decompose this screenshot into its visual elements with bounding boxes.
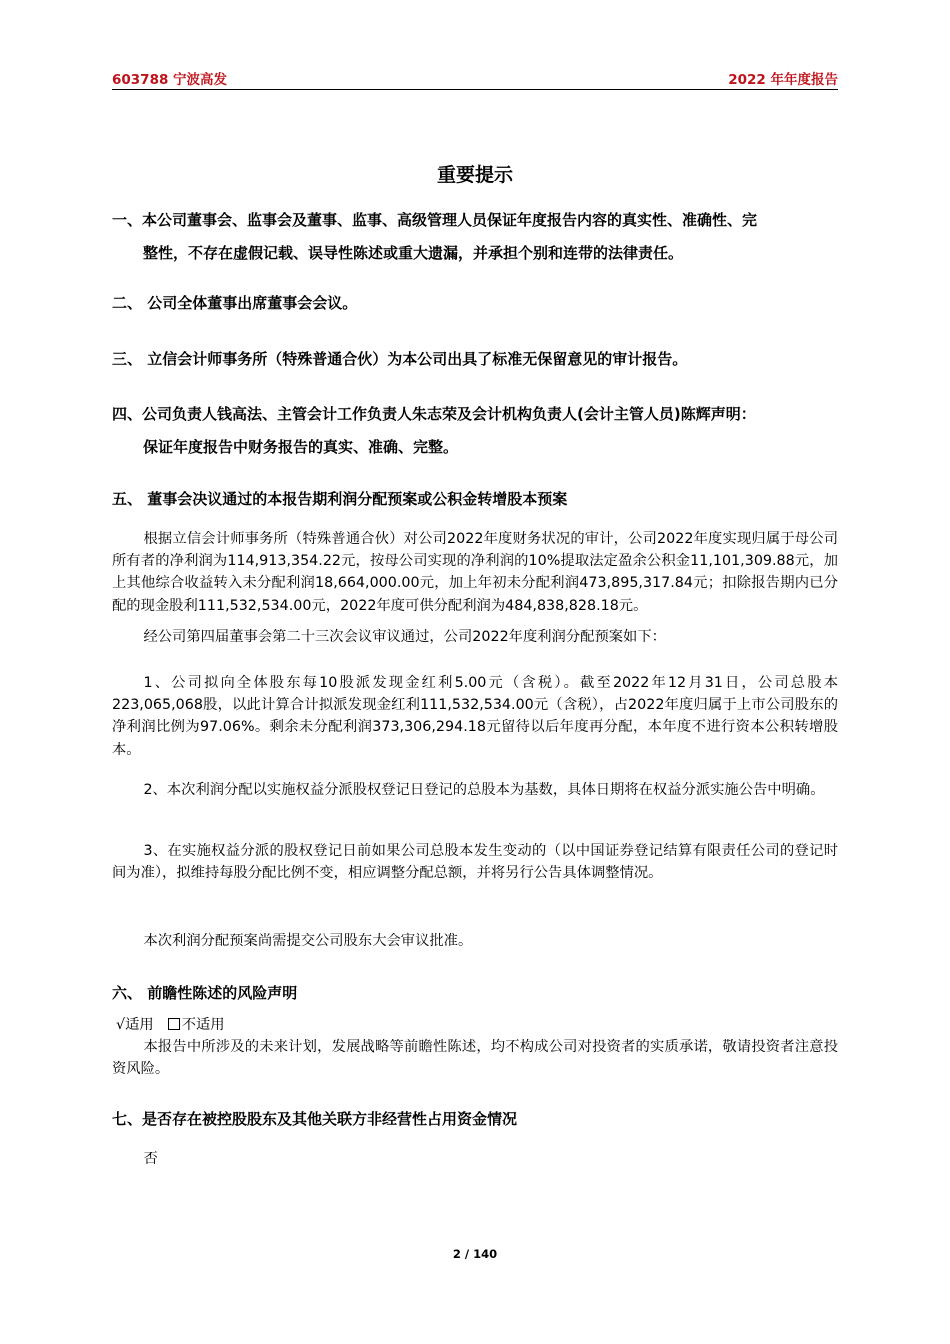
section-1 [112, 204, 838, 270]
section-3: 三、 立信会计师事务所（特殊普通合伙）为本公司出具了标准无保留意见的审计报告。 [112, 350, 688, 368]
page-number: 2 / 140 [452, 1247, 498, 1261]
section-1-line1: 一、本公司董事会、监事会及董事、监事、高级管理人员保证年度报告内容的真实性、准确性、完 [112, 211, 758, 229]
section-5-item3: 3、在实施权益分派的股权登记日前如果公司总股本发生变动的（以中国证券登记结算有限责任公司的登记时间为准），拟维持每股分配比例不变，相应调整分配总额，并将另行公告具体调整情况。 [112, 843, 838, 882]
section-5-item1: 1、公司拟向全体股东每10股派发现金红利5.00元（含税）。截至2022年12月31日，公司总股本223,065,068股，以此计算合计拟派发现金红利111,532,534.00元（含税），占2022年度归属于上市公司股东的净利润比例为97.06%。剩余未分配利润373,306,294.18元留待以后年度再分配，本年度不进行资本公积转增股本。 [112, 675, 838, 758]
section-5-item2: 2、本次利润分配以实施权益分派股权登记日登记的总股本为基数，具体日期将在权益分派实施公告中明确。 [143, 782, 825, 798]
section-5-para3: 本次利润分配预案尚需提交公司股东大会审议批准。 [143, 933, 473, 949]
section-6-para: 本报告中所涉及的未来计划，发展战略等前瞻性陈述，均不构成公司对投资者的实质承诺，敬请投资者注意投资风险。 [112, 1039, 838, 1078]
header-company: 603788 宁波高发 [112, 72, 228, 88]
section-4-line2: 保证年度报告中财务报告的真实、准确、完整。 [143, 438, 459, 456]
section-5-para2: 经公司第四届董事会第二十三次会议审议通过，公司2022年度利润分配预案如下： [143, 629, 666, 645]
section-4 [112, 398, 838, 464]
checkmark-icon: √ [116, 1017, 126, 1033]
section-7-answer: 否 [143, 1151, 158, 1167]
section-2: 二、 公司全体董事出席董事会会议。 [112, 294, 358, 312]
header-divider [112, 89, 838, 90]
section-1-line2: 整性，不存在虚假记载、误导性陈述或重大遗漏，并承担个别和连带的法律责任。 [143, 244, 684, 262]
section-4-line1: 四、公司负责人钱高法、主管会计工作负责人朱志荣及会计机构负责人(会计主管人员)陈辉声明： [112, 405, 756, 423]
header-report-title: 2022 年年度报告 [728, 72, 838, 88]
not-applicable-label: 不适用 [181, 1017, 225, 1033]
applicability-options [116, 1014, 225, 1036]
empty-checkbox-icon [168, 1018, 180, 1030]
section-7-heading: 七、是否存在被控股股东及其他关联方非经营性占用资金情况 [112, 1110, 518, 1128]
section-6-heading: 六、 前瞻性陈述的风险声明 [112, 984, 298, 1002]
applicable-label: 适用 [125, 1017, 154, 1033]
section-5-para1: 根据立信会计师事务所（特殊普通合伙）对公司2022年度财务状况的审计，公司2022年度实现归属于母公司所有者的净利润为114,913,354.22元，按母公司实现的净利润的10%提取法定盈余公积金11,101,309.88元，加上其他综合收益转入未分配利润18,664,000.00元，加上年初未分配利润473,895,317.84元；扣除报告期内已分配的现金股利111,532,534.00元，2022年度可供分配利润为484,838,828.18元。 [112, 531, 838, 614]
section-5-heading: 五、 董事会决议通过的本报告期利润分配预案或公积金转增股本预案 [112, 490, 568, 508]
page-title: 重要提示 [436, 164, 513, 186]
